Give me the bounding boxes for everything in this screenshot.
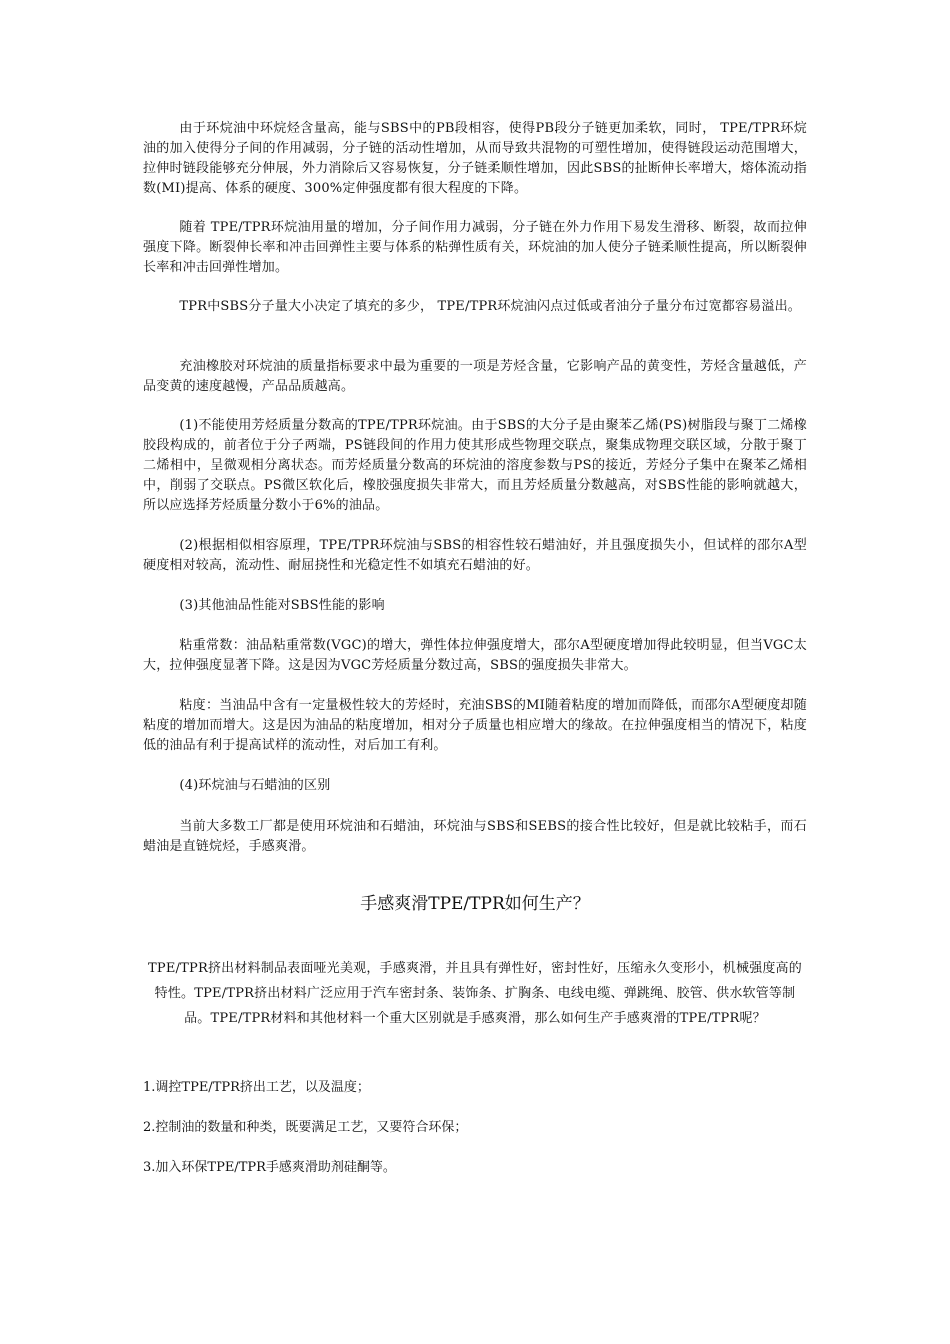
paragraph-point-3-title: (3)其他油品性能对SBS性能的影响 [179, 598, 385, 613]
step-item-2: 2.控制油的数量和种类，既要满足工艺，又要符合环保； [143, 1120, 468, 1135]
paragraph-vgc: 粘重常数：油品粘重常数(VGC)的增大，弹性体拉伸强度增大，邵尔A型硬度增加得此较明显，但当VGC太大，拉伸强度显著下降。这是因为VGC芳烃质量分数过高，SBS的强度损失非常大。 [143, 638, 807, 673]
intro-paragraph: TPE/TPR挤出材料制品表面哑光美观，手感爽滑，并且具有弹性好，密封性好，压缩永久变形小，机械强度高的特性。TPE/TPR挤出材料广泛应用于汽车密封条、装饰条、扩胸条、电线电缆、弹跳绳、胶管、供水软管等制品。TPE/TPR材料和其他材料一个重大区别就是手感爽滑，那么如何生产手感爽滑的TPE/TPR呢？ [148, 961, 802, 1026]
step-item-3: 3.加入环保TPE/TPR手感爽滑助剂硅酮等。 [143, 1160, 396, 1175]
paragraph-sbs-molecular-weight: TPR中SBS分子量大小决定了填充的多少， TPE/TPR环烷油闪点过低或者油分子量分布过宽都容易溢出。 [179, 299, 801, 314]
paragraph-point-2: (2)根据相似相容原理，TPE/TPR环烷油与SBS的相容性较石蜡油好，并且强度损失小，但试样的邵尔A型硬度相对较高，流动性、耐屈挠性和光稳定性不如填充石蜡油的好。 [143, 538, 807, 573]
paragraph-point-4-title: (4)环烷油与石蜡油的区别 [179, 778, 331, 793]
paragraph-viscosity: 粘度：当油品中含有一定量极性较大的芳烃时，充油SBS的MI随着粘度的增加而降低，而邵尔A型硬度却随粘度的增加而增大。这是因为油品的粘度增加，相对分子质量也相应增大的缘故。在拉伸强度相当的情况下，粘度低的油品有利于提高试样的流动性，对后加工有利。 [143, 698, 807, 753]
paragraph-oil-dosage: 随着 TPE/TPR环烷油用量的增加，分子间作用力减弱，分子链在外力作用下易发生滑移、断裂，故而拉伸强度下降。断裂伸长率和冲击回弹性主要与体系的粘弹性质有关，环烷油的加人使分子链柔顺性提高，所以断裂伸长率和冲击回弹性增加。 [143, 220, 807, 275]
paragraph-oil-comparison: 当前大多数工厂都是使用环烷油和石蜡油，环烷油与SBS和SEBS的接合性比较好，但是就比较粘手，而石蜡油是直链烷烃，手感爽滑。 [143, 819, 807, 854]
step-item-1: 1.调控TPE/TPR挤出工艺，以及温度； [143, 1080, 370, 1095]
paragraph-point-1: (1)不能使用芳烃质量分数高的TPE/TPR环烷油。由于SBS的大分子是由聚苯乙烯(PS)树脂段与聚丁二烯橡胶段构成的，前者位于分子两端，PS链段间的作用力使其形成些物理交联点，聚集成物理交联区域，分散于聚丁二烯相中，呈微观相分离状态。而芳烃质量分数高的环烷油的溶度参数与PS的接近，芳烃分子集中在聚苯乙烯相中，削弱了交联点。PS微区软化后，橡胶强度损失非常大，而且芳烃质量分数越高，对SBS性能的影响就越大，所以应选择芳烃质量分数小于6%的油品。 [143, 418, 807, 513]
paragraph-naphthenic-oil-effect: 由于环烷油中环烷烃含量高，能与SBS中的PB段相容，使得PB段分子链更加柔软，同时， TPE/TPR环烷油的加入使得分子间的作用减弱，分子链的活动性增加，从而导致共混物的可塑性增加，使得链段运动范围增大，拉伸时链段能够充分伸展，外力消除后又容易恢复，分子链柔顺性增加，因此SBS的扯断伸长率增大，熔体流动指数(MI)提高、体系的硬度、300%定伸强度都有很大程度的下降。 [143, 121, 807, 196]
paragraph-aromatic-content: 充油橡胶对环烷油的质量指标要求中最为重要的一项是芳烃含量，它影响产品的黄变性，芳烃含量越低，产品变黄的速度越慢，产品品质越高。 [143, 359, 807, 394]
section-heading: 手感爽滑TPE/TPR如何生产？ [360, 894, 590, 914]
